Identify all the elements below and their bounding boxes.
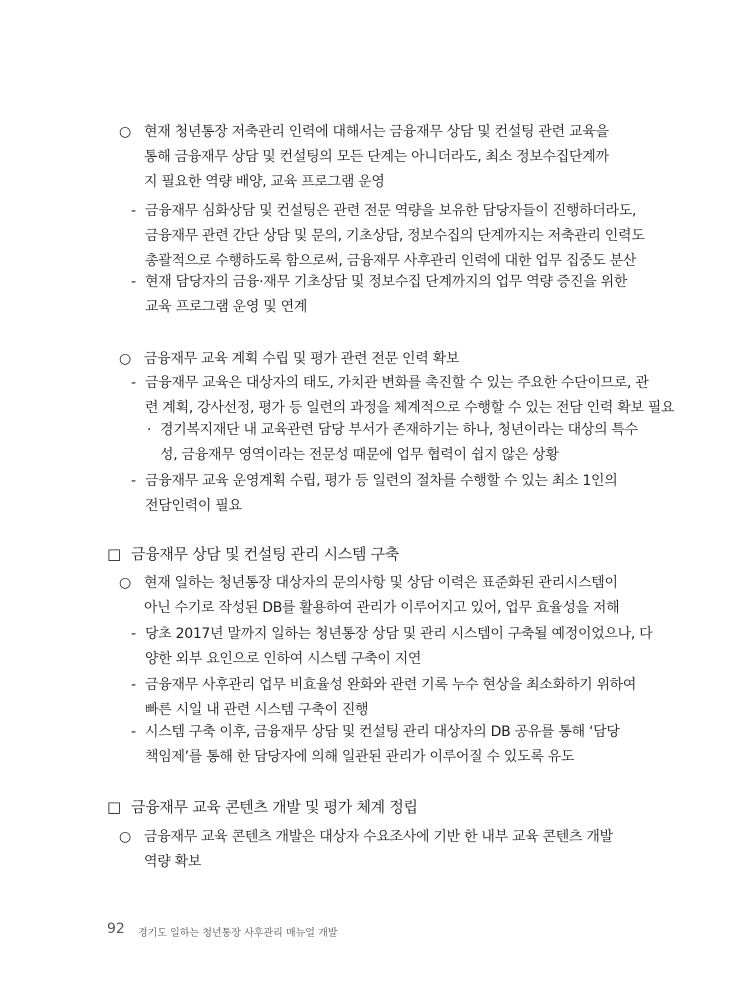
text-line: 련 계획, 강사선정, 평가 등 일련의 과정을 체계적으로 수행할 수 있는 전담 인력 확보 필요 — [145, 400, 675, 416]
dash-bullet-icon: - — [131, 677, 137, 693]
text-line: 통해 금융재무 상담 및 컨설팅의 모든 단계는 아니더라도, 최소 정보수집단계까 — [144, 149, 609, 165]
text-line: 총괄적으로 수행하도록 함으로써, 금융재무 사후관리 인력에 대한 업무 집중도 분산 — [145, 253, 637, 269]
text-line: 금융재무 교육 콘텐츠 개발 및 평가 체계 정립 — [131, 798, 418, 816]
text-line: 아닌 수기로 작성된 DB를 활용하여 관리가 이루어지고 있어, 업무 효율성을 저해 — [144, 600, 620, 616]
circle-bullet-icon: ○ — [119, 351, 132, 367]
text-line: 금융재무 사후관리 업무 비효율성 완화와 관련 기록 누수 현상을 최소화하기 위하여 — [145, 677, 637, 693]
square-bullet-icon: □ — [107, 545, 122, 563]
square-bullet-icon: □ — [107, 798, 122, 816]
circle-bullet-icon: ○ — [119, 124, 132, 140]
dash-bullet-icon: - — [131, 203, 137, 219]
text-line: 성, 금융재무 영역이라는 전문성 때문에 업무 협력이 쉽지 않은 상황 — [160, 447, 559, 463]
text-line: 양한 외부 요인으로 인하여 시스템 구축이 지연 — [145, 651, 422, 667]
text-line: 금융재무 교육 콘텐츠 개발은 대상자 수요조사에 기반 한 내부 교육 콘텐츠 개발 — [144, 829, 613, 845]
text-line: 당초 2017년 말까지 일하는 청년통장 상담 및 관리 시스템이 구축될 예정이었으나, 다 — [145, 626, 653, 642]
circle-bullet-icon: ○ — [119, 829, 132, 845]
text-line: 역량 확보 — [144, 854, 202, 870]
text-line: 경기복지재단 내 교육관련 담당 부서가 존재하기는 하나, 청년이라는 대상의 특수 — [160, 422, 638, 438]
text-line: 현재 청년통장 저축관리 인력에 대해서는 금융재무 상담 및 컨설팅 관련 교육을 — [144, 124, 609, 140]
text-line: 현재 일하는 청년통장 대상자의 문의사항 및 상담 이력은 표준화된 관리시스템이 — [144, 575, 618, 591]
dash-bullet-icon: - — [131, 724, 137, 740]
dash-bullet-icon: - — [131, 473, 137, 489]
circle-bullet-icon: ○ — [119, 575, 132, 591]
text-line: 금융재무 교육 운영계획 수립, 평가 등 일련의 절차를 수행할 수 있는 최소 1인의 — [145, 473, 618, 489]
text-line: 시스템 구축 이후, 금융재무 상담 및 컨설팅 관리 대상자의 DB 공유를 통해 ‘담당 — [145, 724, 620, 740]
dash-bullet-icon: - — [131, 626, 137, 642]
text-line: 금융재무 교육은 대상자의 태도, 가치관 변화를 촉진할 수 있는 주요한 수단이므로, 관 — [145, 375, 649, 391]
text-line: 금융재무 상담 및 컨설팅 관리 시스템 구축 — [131, 545, 400, 563]
text-line: 빠른 시일 내 관련 시스템 구축이 진행 — [145, 702, 369, 718]
text-line: 지 필요한 역량 배양, 교육 프로그램 운영 — [144, 174, 385, 190]
text-line: 교육 프로그램 운영 및 연계 — [145, 299, 308, 315]
dash-bullet-icon: - — [131, 274, 137, 290]
text-line: 책임제’를 통해 한 담당자에 의해 일관된 관리가 이루어질 수 있도록 유도 — [145, 749, 575, 765]
dash-bullet-icon: - — [131, 375, 137, 391]
text-line: 금융재무 관련 간단 상담 및 문의, 기초상담, 정보수집의 단계까지는 저축관리 인력도 — [145, 228, 645, 244]
text-line: 금융재무 심화상담 및 컨설팅은 관련 전문 역량을 보유한 담당자들이 진행하더라도, — [145, 203, 637, 219]
dot-bullet-icon: · — [147, 422, 152, 438]
text-line: 현재 담당자의 금융·재무 기초상담 및 정보수집 단계까지의 업무 역량 증진을 위한 — [145, 274, 628, 290]
page-number: 92 — [107, 921, 125, 937]
running-footer-title: 경기도 일하는 청년통장 사후관리 매뉴얼 개발 — [138, 928, 338, 939]
text-line: 금융재무 교육 계획 수립 및 평가 관련 전문 인력 확보 — [144, 351, 460, 367]
text-line: 전담인력이 필요 — [145, 498, 242, 514]
